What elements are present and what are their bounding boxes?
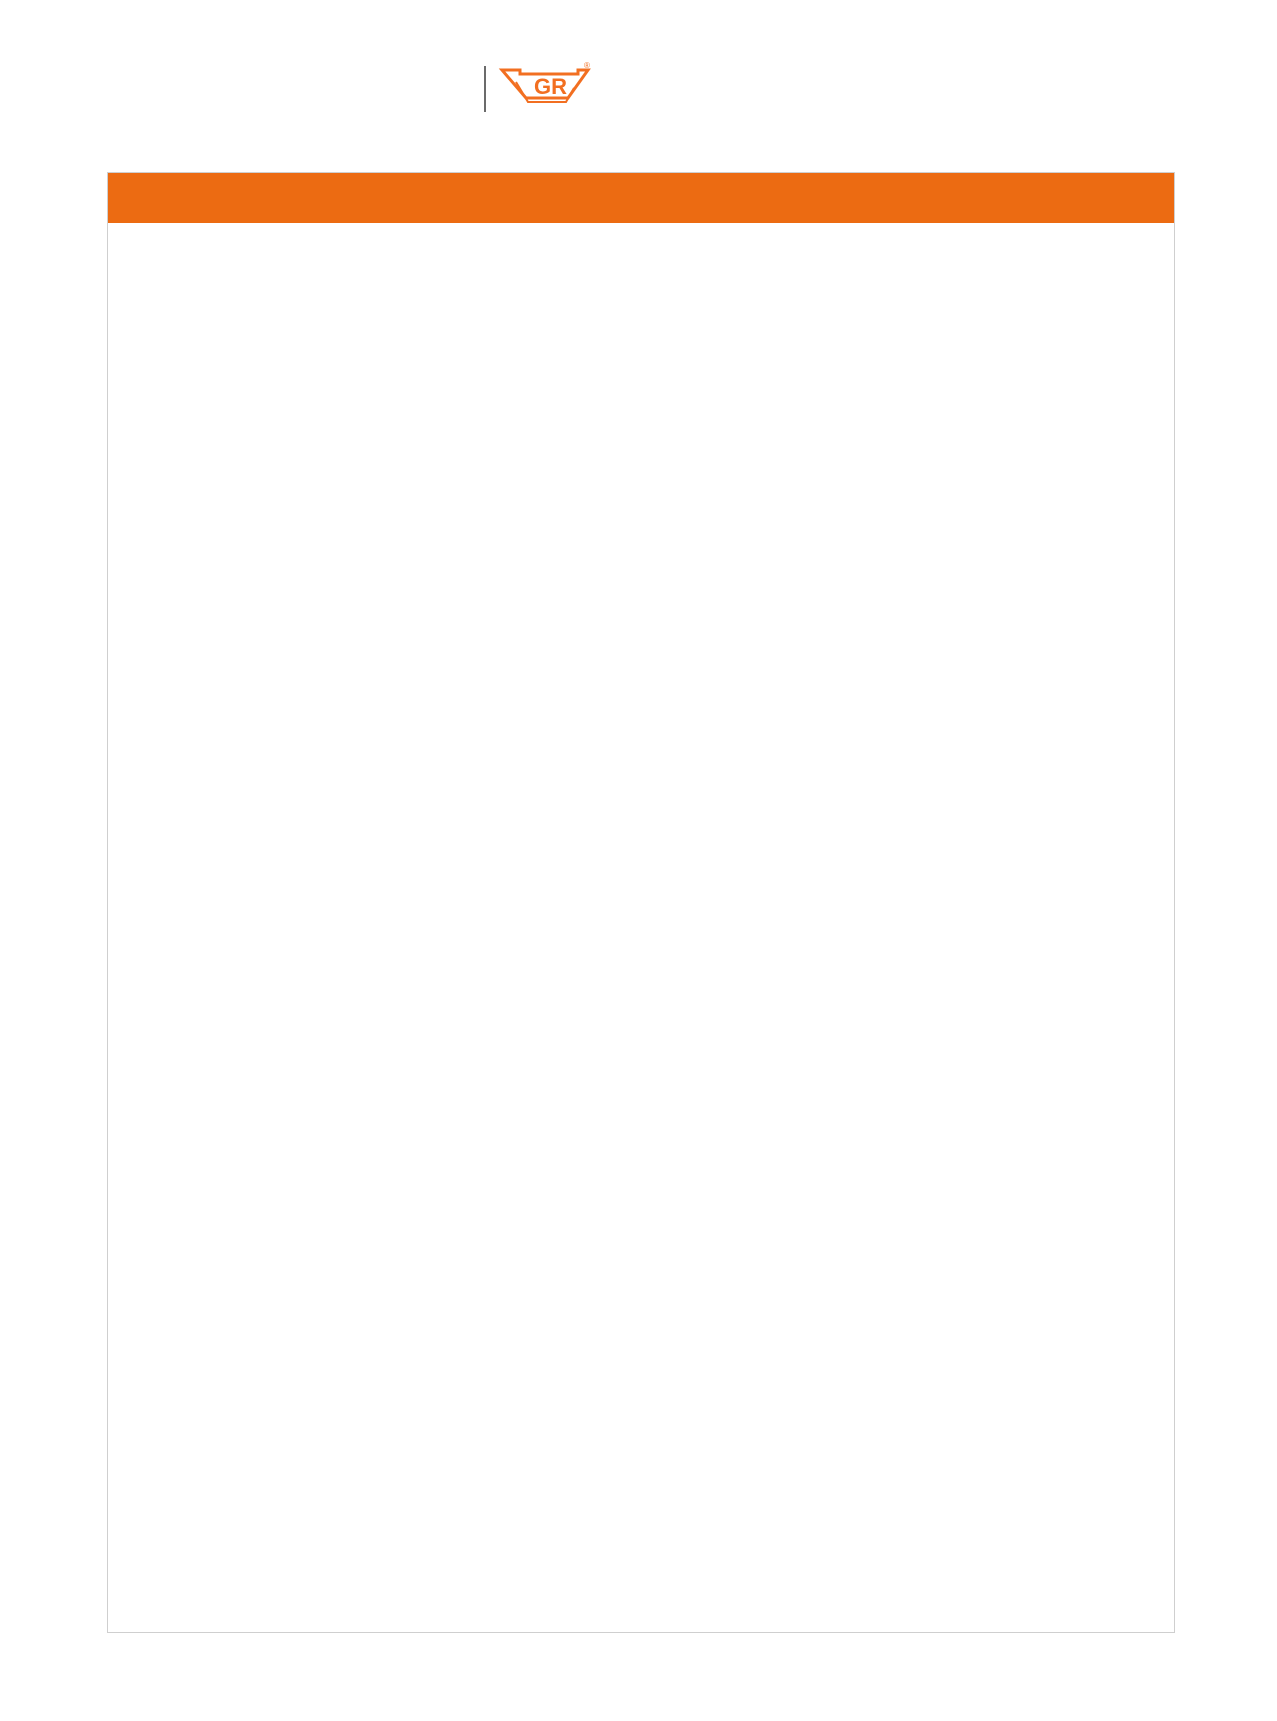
svg-text:GR: GR: [534, 74, 567, 99]
catalog-title: [108, 173, 1174, 223]
brand-mark-icon: [498, 60, 593, 115]
catalog-table: [107, 172, 1175, 1633]
logo-divider: [484, 66, 486, 112]
svg-text:®: ®: [584, 61, 590, 70]
